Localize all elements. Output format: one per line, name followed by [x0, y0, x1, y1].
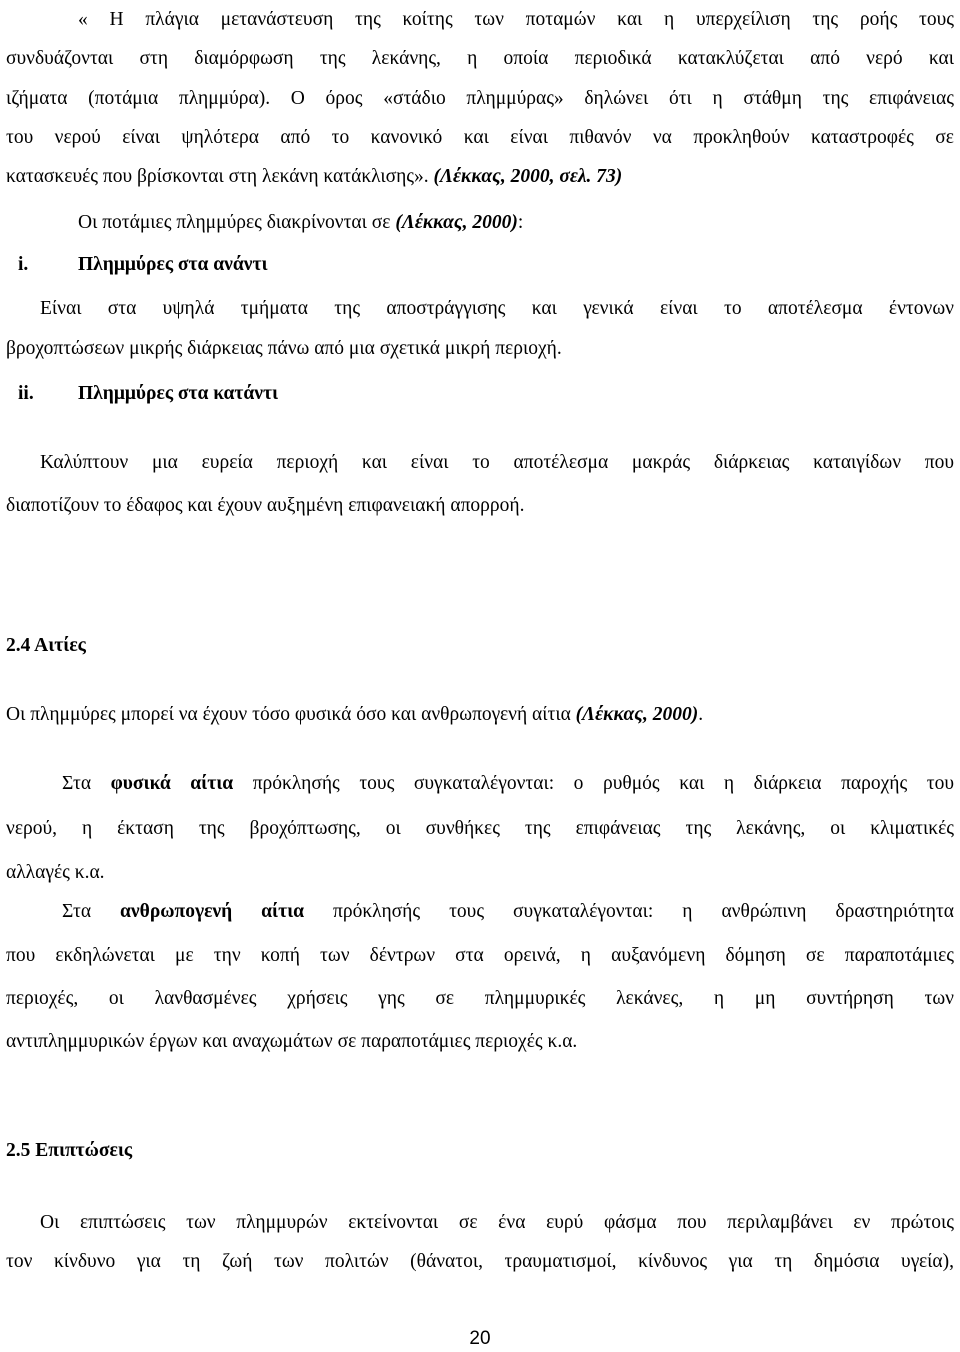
item1-line-1: Είναι στα υψηλά τμήματα της αποστράγγισης και γενικά είναι το αποτέλεσμα έντονων: [40, 298, 954, 319]
natural-causes-term: φυσικά αίτια: [110, 773, 234, 794]
quote-line-5-text: κατασκευές που βρίσκονται στη λεκάνη κατάκλισης».: [6, 166, 434, 187]
types-lead-colon: :: [517, 212, 524, 233]
types-lead: [78, 210, 948, 236]
causes-intro-end: .: [698, 704, 704, 725]
natural-start: Στα: [62, 773, 111, 794]
natural-causes-line-2: νερού, η έκταση της βροχόπτωσης, οι συνθήκες της επιφάνειας της λεκάνης, οι κλιματικές: [6, 818, 954, 839]
human-rest: πρόκλησής τους συγκαταλέγονται: η ανθρώπινη δραστηριότητα: [304, 901, 954, 922]
list-item-title: Πλημμύρες στα ανάντι: [78, 254, 268, 275]
list-item-heading: [6, 381, 954, 407]
citation: (Λέκκας, 2000, σελ. 73): [433, 166, 623, 187]
citation: (Λέκκας, 2000): [395, 212, 518, 233]
types-lead-text: Οι ποτάμιες πλημμύρες διακρίνονται σε: [78, 212, 396, 233]
human-causes-line-3: περιοχές, οι λανθασμένες χρήσεις γης σε πλημμυρικές λεκάνες, η μη συντήρηση των: [6, 988, 954, 1009]
quote-line-5: [6, 164, 954, 190]
list-number: i.: [18, 254, 29, 275]
item2-line-2: διαποτίζουν το έδαφος και έχουν αυξημένη επιφανειακή απορροή.: [6, 495, 525, 516]
effects-line-2: τον κίνδυνο για τη ζωή των πολιτών (θάνατοι, τραυματισμοί, κίνδυνος για τη δημόσια υγεία),: [6, 1251, 954, 1272]
quote-line-1: « Η πλάγια μετανάστευση της κοίτης των ποταμών και η υπερχείλιση της ροής τους: [78, 9, 954, 30]
causes-intro-text: Οι πλημμύρες μπορεί να έχουν τόσο φυσικά όσο και ανθρωπογενή αίτια: [6, 704, 576, 725]
list-number: ii.: [18, 383, 34, 404]
causes-intro: [6, 702, 954, 728]
effects-line-1: Οι επιπτώσεις των πλημμυρών εκτείνονται σε ένα ευρύ φάσμα που περιλαμβάνει εν πρώτοις: [40, 1212, 954, 1233]
list-item-heading: [6, 252, 954, 278]
quote-line-4: του νερού είναι ψηλότερα από το κανονικό και είναι πιθανόν να προκληθούν καταστροφές σε: [6, 127, 954, 148]
natural-rest: πρόκλησής τους συγκαταλέγονται: ο ρυθμός και η διάρκεια παροχής του: [233, 773, 955, 794]
section-heading-causes: 2.4 Αιτίες: [6, 635, 86, 656]
human-causes-term: ανθρωπογενή αίτια: [120, 901, 305, 922]
page-number: 20: [469, 1328, 491, 1349]
item2-line-1: Καλύπτουν μια ευρεία περιοχή και είναι το αποτέλεσμα μακράς διάρκειας καταιγίδων που: [40, 452, 954, 473]
human-start: Στα: [62, 901, 121, 922]
natural-causes-line-3: αλλαγές κ.α.: [6, 862, 105, 883]
human-causes-line-1: [62, 899, 954, 925]
quote-line-3: ιζήματα (ποτάμια πλημμύρα). Ο όρος «στάδιο πλημμύρας» δηλώνει ότι η στάθμη της επιφάνειας: [6, 88, 954, 109]
natural-causes-line-1: [62, 771, 954, 797]
citation: (Λέκκας, 2000): [575, 704, 699, 725]
human-causes-line-2: που εκδηλώνεται με την κοπή των δέντρων στα ορεινά, η αυξανόμενη δόμηση σε παραποτάμιες: [6, 945, 954, 966]
quote-line-2: συνδυάζονται στη διαμόρφωση της λεκάνης, η οποία περιοδικά κατακλύζεται από νερό και: [6, 48, 954, 69]
list-item-title: Πλημμύρες στα κατάντι: [78, 383, 279, 404]
section-heading-effects: 2.5 Επιπτώσεις: [6, 1140, 133, 1161]
human-causes-line-4: αντιπλημμυρικών έργων και αναχωμάτων σε παραποτάμιες περιοχές κ.α.: [6, 1031, 578, 1052]
item1-line-2: βροχοπτώσεων μικρής διάρκειας πάνω από μια σχετικά μικρή περιοχή.: [6, 338, 562, 359]
